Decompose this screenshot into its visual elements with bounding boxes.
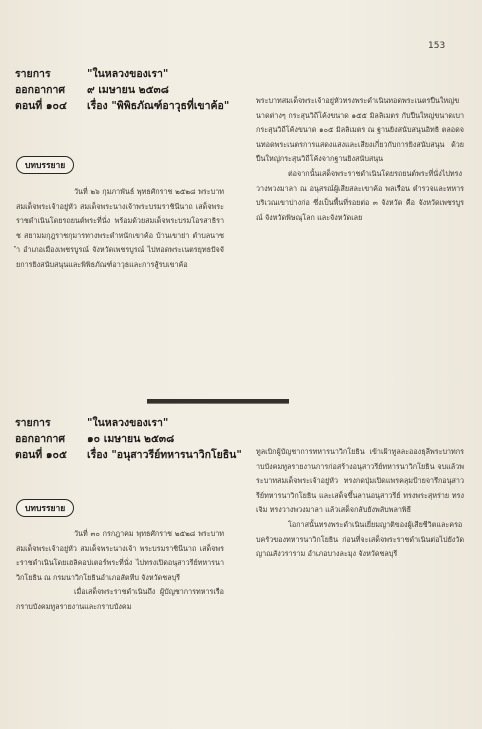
narration-badge: บทบรรยาย (16, 156, 74, 174)
paragraph: ต่อจากนั้นเสด็จพระราชดำเนินโดยรถยนต์พระที่นั่งไปทรงวางพวงมาลา ณ อนุสรณ์ผู้เสียสละเขาค้อ พลเรือน ตำรวจและทหาร บริเวณเขาปางก่อ ซึ่งเป็นพื้นที่รอยต่อ ๓ จังหวัด คือ จังหวัดเพชรบูรณ์ จังหวัดพิษณุโลก และจังหวัดเลย (256, 168, 464, 222)
airdate-label: ออกอากาศ (15, 433, 66, 445)
episode-title: เรื่อง "พิพิธภัณฑ์อาวุธที่เขาค้อ" (87, 100, 230, 112)
section-divider (147, 399, 289, 403)
section2-right-column (256, 445, 464, 562)
program-row (15, 415, 250, 431)
paragraph: วันที่ ๓๐ กรกฎาคม พุทธศักราช ๒๕๒๘ พระบาทสมเด็จพระเจ้าอยู่หัว สมเด็จพระนางเจ้า พระบรมราชินีนาถ เสด็จพระราชดำเนินโดยเฮลิคอปเตอร์พระที่นั่ง ไปทรงเปิดอนุสาวรีย์ทหารนาวิกโยธิน ณ กรมนาวิกโยธินอำเภอสัตหีบ จังหวัดชลบุรี (16, 529, 224, 582)
page-number: 153 (428, 41, 446, 51)
paragraph: เมื่อเสด็จพระราชดำเนินถึง ผู้บัญชาการทหารเรือกราบบังคมทูลรายงานและกราบบังคม (16, 587, 224, 611)
section1-right-column (256, 94, 464, 225)
airdate-label: ออกอากาศ (15, 84, 66, 96)
paragraph: ทูลเบิกผู้บัญชาการทหารนาวิกโยธิน เข้าเฝ้าทูลละอองธุลีพระบาทกราบบังคมทูลรายงานการก่อสร้างอนุสาวรีย์ทหารนาวิกโยธิน จบแล้วพระบาทสมเด็จพระเจ้าอยู่หัว ทรงกดปุ่มเปิดแพรคลุมป้ายจารึกอนุสาวรีย์ทหารนาวิกโยธิน และเสด็จขึ้นลานอนุสาวรีย์ ทรงพระสุหร่าย ทรงเจิม ทรงวางพวงมาลา แล้วเสด็จกลับยังพลับพลาพิธี (256, 447, 464, 515)
airdate-row (15, 431, 250, 447)
episode-row (15, 447, 250, 463)
airdate-value: ๑๐ เมษายน ๒๕๓๘ (87, 433, 175, 445)
episode-label: ตอนที่ ๑๐๔ (15, 100, 67, 112)
episode-row (15, 98, 250, 114)
program-row (15, 66, 250, 82)
airdate-value: ๙ เมษายน ๒๕๓๘ (87, 84, 169, 96)
program-label: รายการ (15, 68, 51, 80)
episode-title: เรื่อง "อนุสาวรีย์ทหารนาวิกโยธิน" (87, 449, 242, 461)
airdate-row (15, 82, 250, 98)
program-value: "ในหลวงของเรา" (87, 417, 169, 429)
paragraph: วันที่ ๒๖ กุมภาพันธ์ พุทธศักราช ๒๕๒๘ พระบาทสมเด็จพระเจ้าอยู่หัว สมเด็จพระนางเจ้าพระบรมราชินีนาถ เสด็จพระราชดำเนินโดยรถยนต์พระที่นั่ง พร้อมด้วยสมเด็จพระบรมโอรสาธิราช สยามมกุฎราชกุมารทางพระตำหนักเขาค้อ บ้านเขาย่า ตำบลนาซำ อำเภอเมืองเพชรบูรณ์ จังหวัดเพชรบูรณ์ ไปทอดพระเนตรยุทธปัจจัยการยิงสนับสนุนและพิพิธภัณฑ์อาวุธและการสู้รบเขาค้อ (16, 187, 224, 269)
section1-left-column (16, 185, 224, 273)
episode-header-105 (15, 415, 250, 463)
paragraph: พระบาทสมเด็จพระเจ้าอยู่หัวทรงพระดำเนินทอดพระเนตรปืนใหญ่ขนาดต่างๆ กระสุนวิถีโค้งขนาด ๑๕๕ มิลลิเมตร กับปืนใหญ่ขนาดเบา กระสุนวิถีโค้งขนาด ๑๐๕ มิลลิเมตร ณ ฐานยิงสนับสนุนอิทธิ ตลอดจนทอดพระเนตรการแสดงแสงและเสียงเกี่ยวกับการยิงสนับสนุน ด้วยปืนใหญ่กระสุนวิถีโค้งจากฐานยิงสนับสนุน (256, 96, 464, 164)
episode-header-104 (15, 66, 250, 114)
program-value: "ในหลวงของเรา" (87, 68, 169, 80)
section2-left-column (16, 527, 224, 615)
program-label: รายการ (15, 417, 51, 429)
narration-badge: บทบรรยาย (16, 499, 74, 517)
episode-label: ตอนที่ ๑๐๕ (15, 449, 67, 461)
paragraph: โอกาสนั้นทรงพระดำเนินเยี่ยมญาติของผู้เสียชีวิตและครอบครัวของทหารนาวิกโยธิน ก่อนที่จะเสด็จพระราชดำเนินต่อไปยังวัดญาณสังวราราม อำเภอบางละมุง จังหวัดชลบุรี (256, 519, 464, 559)
